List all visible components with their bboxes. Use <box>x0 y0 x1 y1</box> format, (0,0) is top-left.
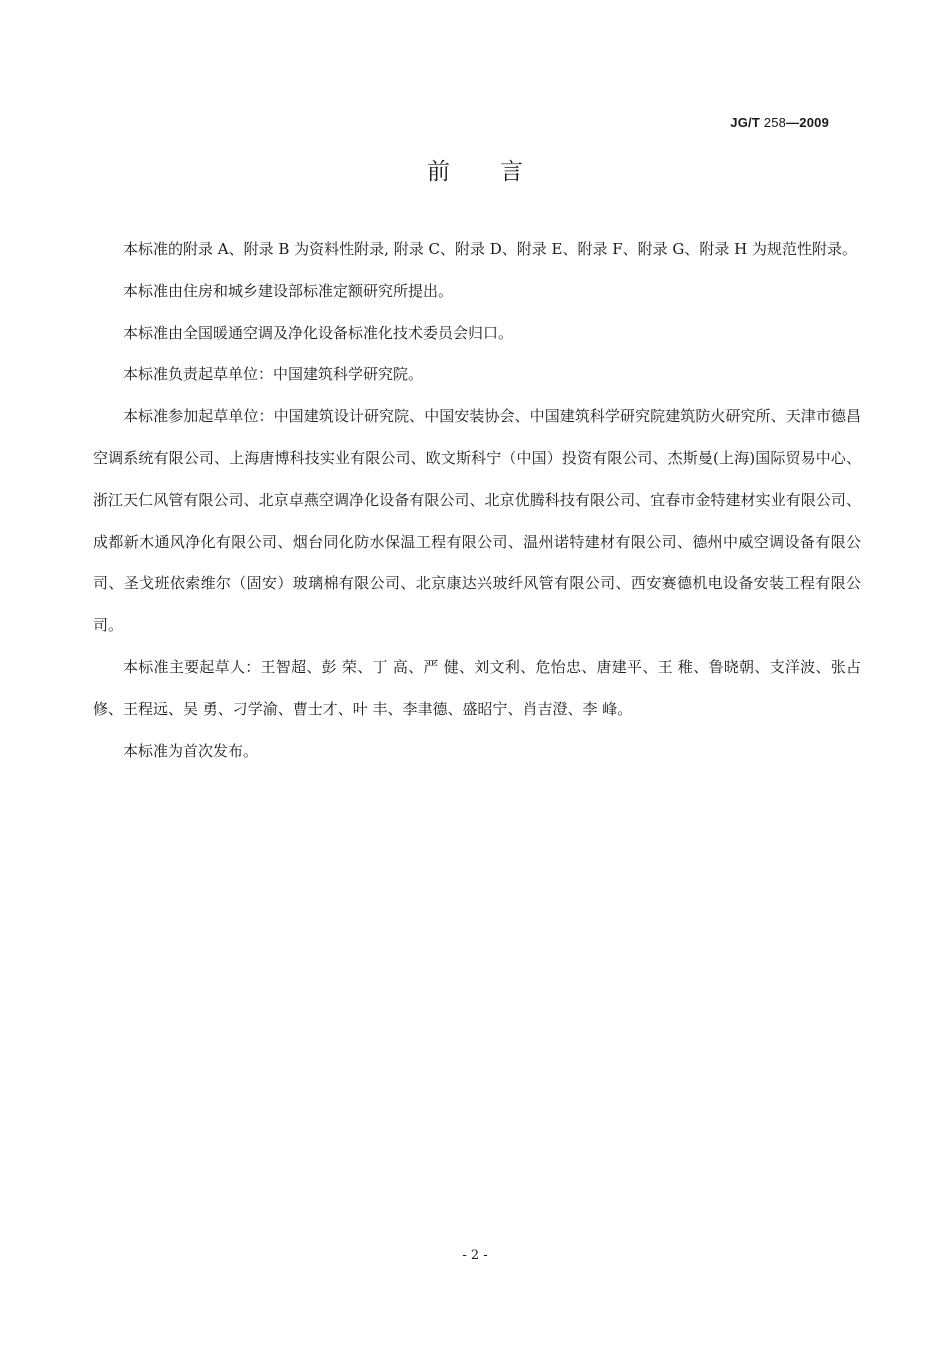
paragraph-participating-units: 本标准参加起草单位：中国建筑设计研究院、中国安装协会、中国建筑科学研究院建筑防火研究所、天津市德昌空调系统有限公司、上海唐博科技实业有限公司、欧文斯科宁（中国）投资有限公司、杰斯曼(上海)国际贸易中心、浙江天仁风管有限公司、北京卓燕空调净化设备有限公司、北京优腾科技有限公司、宜春市金特建材实业有限公司、成都新木通风净化有限公司、烟台同化防水保温工程有限公司、温州诺特建材有限公司、德州中威空调设备有限公司、圣戈班依索维尔（固安）玻璃棉有限公司、北京康达兴玻纤风管有限公司、西安赛德机电设备安装工程有限公司。 <box>93 407 861 635</box>
foreword-body <box>93 229 861 772</box>
paragraph-committee: 本标准由全国暖通空调及净化设备标准化技术委员会归口。 <box>123 323 514 342</box>
paragraph-lead-drafter: 本标准负责起草单位：中国建筑科学研究院。 <box>123 365 424 384</box>
standard-code-year: —2009 <box>786 115 829 130</box>
standard-code-prefix: JG/T <box>730 115 764 130</box>
paragraph-proposer: 本标准由住房和城乡建设部标准定额研究所提出。 <box>123 281 454 300</box>
page-number: - 2 - <box>462 1248 488 1263</box>
paragraph-appendix: 本标准的附录 A、附录 B 为资料性附录, 附录 C、附录 D、附录 E、附录 F、附录 G、附录 H 为规范性附录。 <box>123 240 858 258</box>
standard-code <box>730 115 829 130</box>
paragraph-first-release: 本标准为首次发布。 <box>123 741 259 760</box>
title-char-2: 言 <box>500 159 523 185</box>
title-char-1: 前 <box>427 159 450 185</box>
page-title <box>0 153 950 186</box>
standard-code-number: 258 <box>763 115 787 130</box>
paragraph-main-drafters: 本标准主要起草人：王智超、彭 荣、丁 高、严 健、刘文利、危怡忠、唐建平、王 稚、鲁晓朝、支洋波、张占修、王程远、吴 勇、刁学渝、曹士才、叶 丰、李聿德、盛昭宁、肖吉澄、李 峰。 <box>93 657 861 718</box>
